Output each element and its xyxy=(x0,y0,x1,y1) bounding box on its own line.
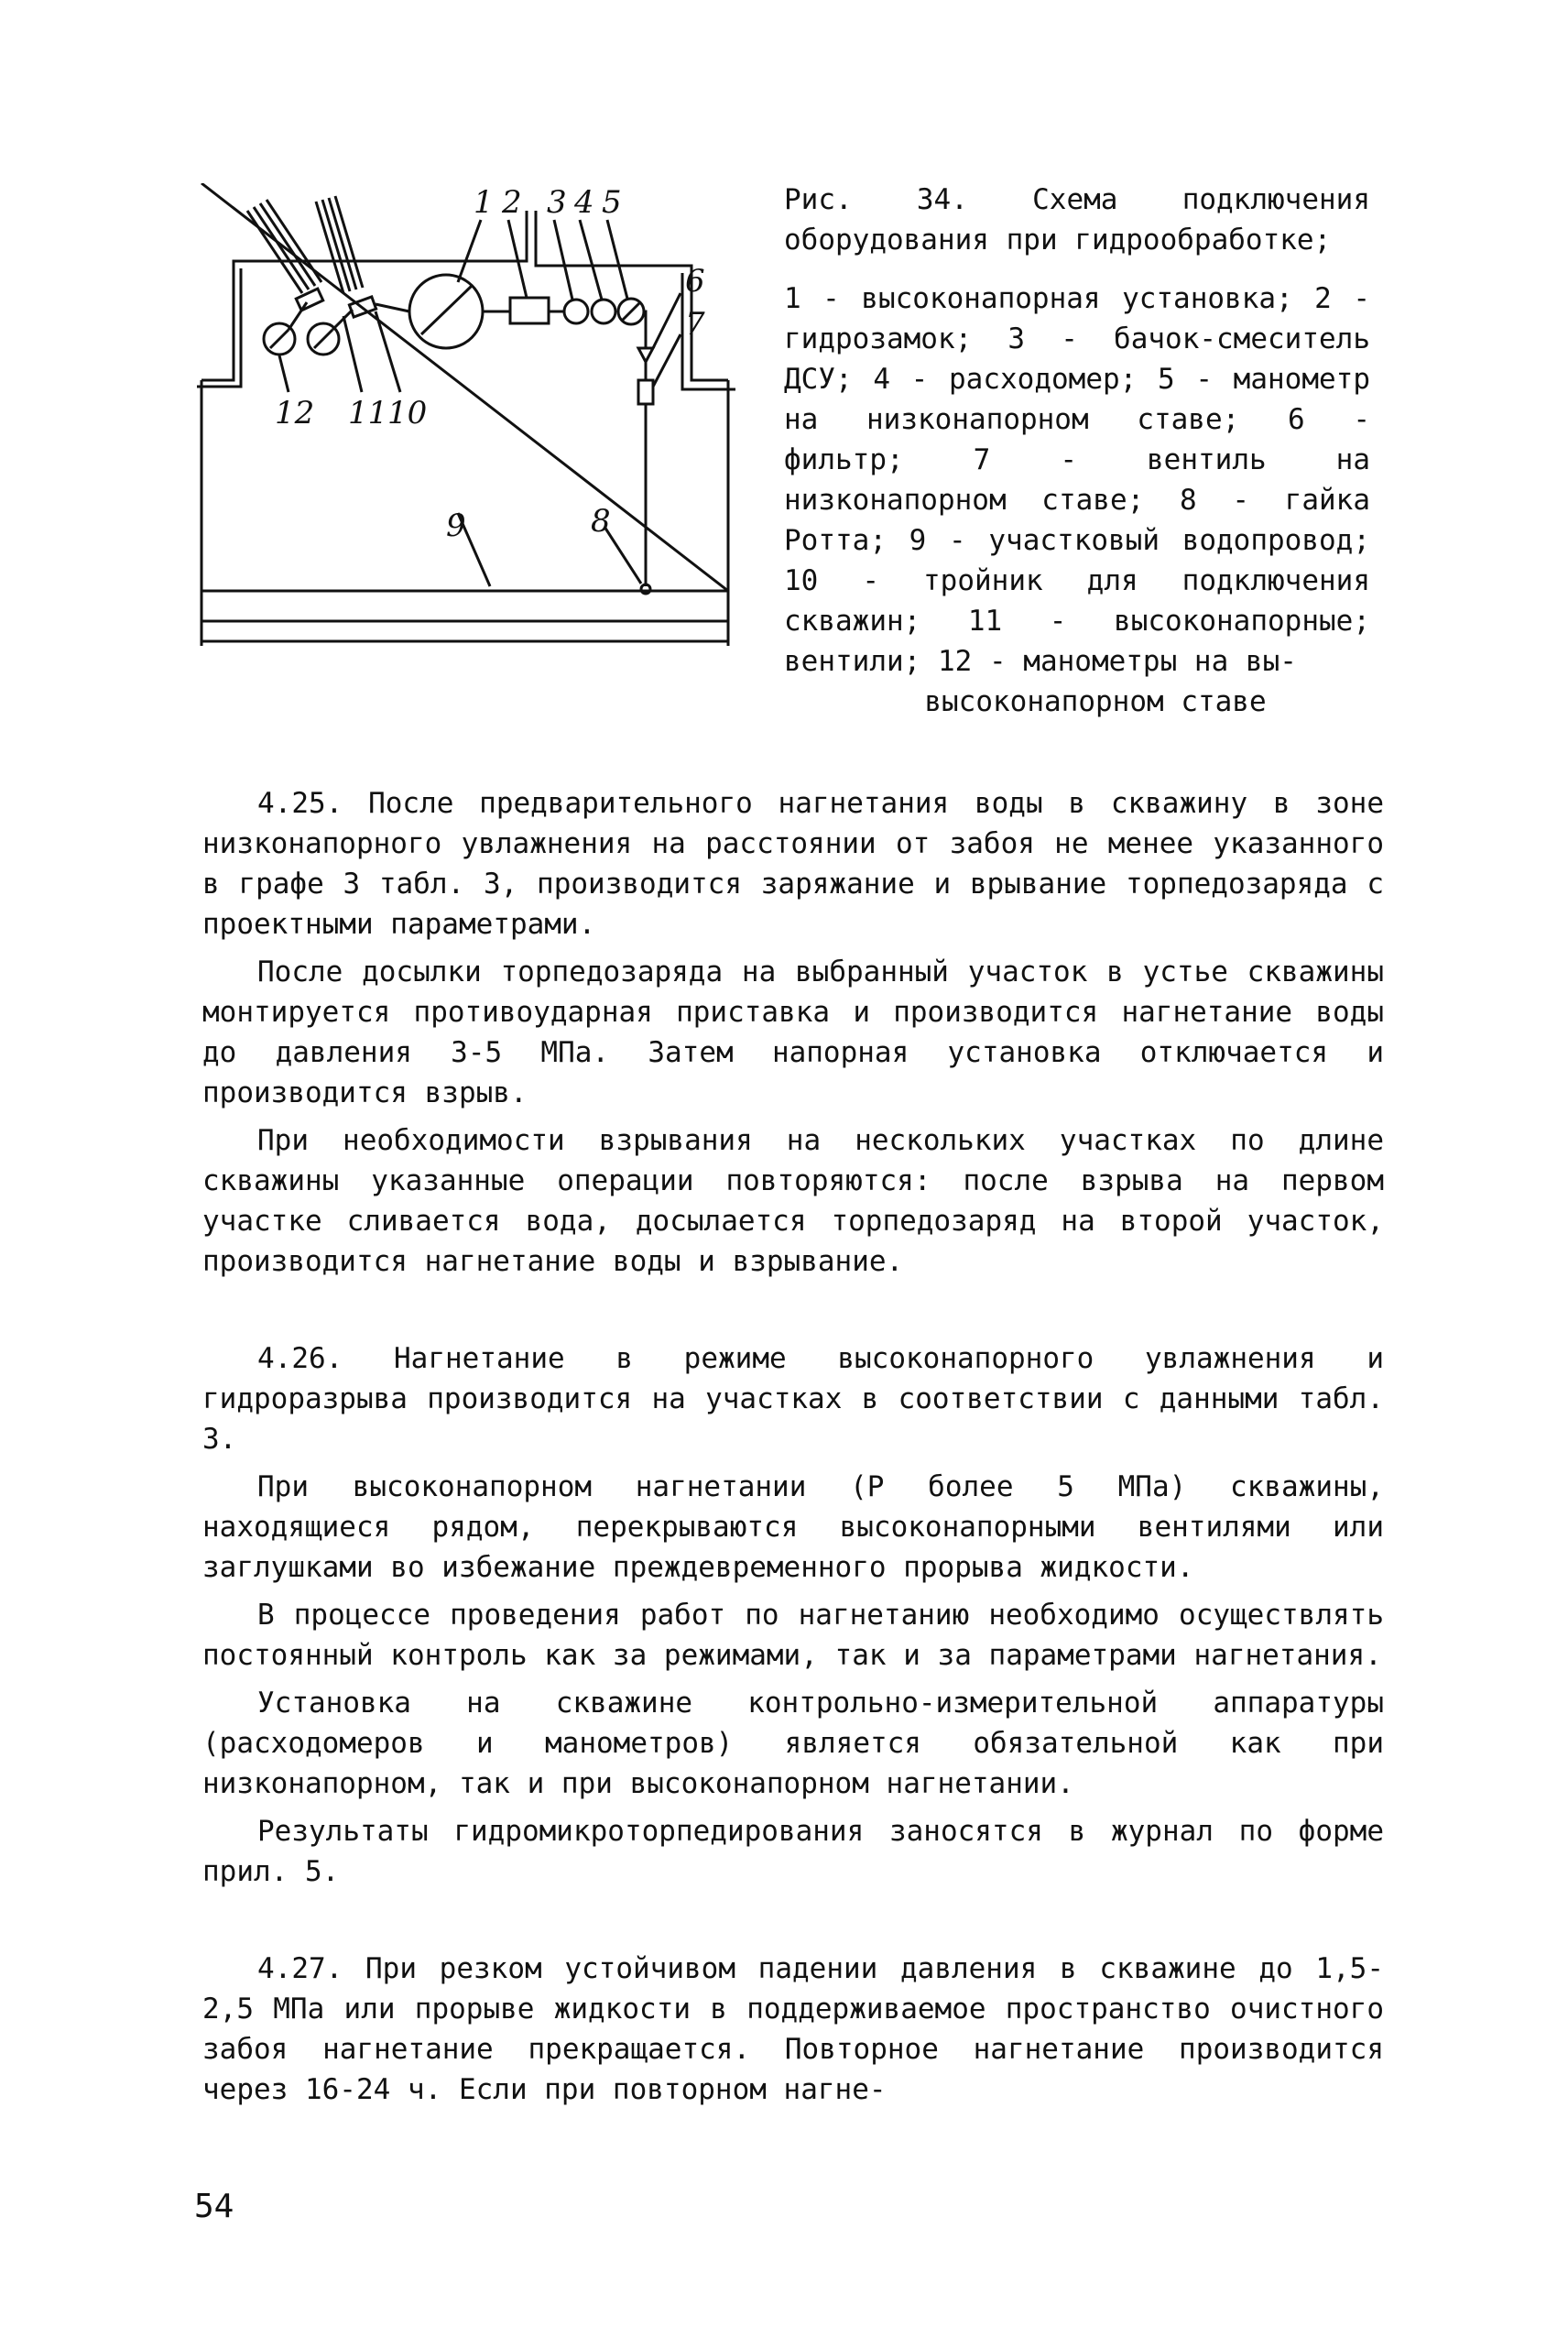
paragraph: Установка на скважине контрольно-измерительной аппаратуры (расходомеров и манометров) является обязательной как при низконапорном, так и при высоконапорном нагнетании. xyxy=(202,1687,1384,1800)
fig-label-2: 2 xyxy=(502,184,522,221)
paragraph-4-26: 4.26. Нагнетание в режиме высоконапорного увлажнения и гидроразрыва производится на участках в соответствии с данными табл. 3. xyxy=(202,1342,1384,1456)
fig-label-12: 12 xyxy=(275,395,315,431)
fig-label-5: 5 xyxy=(602,184,622,221)
paragraph-4-27: 4.27. При резком устойчивом падении давления в скважине до 1,5-2,5 МПа или прорыве жидкости в поддерживаемое пространство очистного забоя нагнетание прекращается. Повторное нагнетание производится через 16-24 ч. Если при повторном нагне- xyxy=(202,1952,1384,2106)
paragraph: При высоконапорном нагнетании (Р более 5 МПа) скважины, находящиеся рядом, перекрываются высоконапорными вентилями или заглушками во избежание преждевременного прорыва жидкости. xyxy=(202,1470,1384,1584)
fig-label-10: 10 xyxy=(387,395,428,431)
paragraph: В процессе проведения работ по нагнетанию необходимо осуществлять постоянный контроль как за режимами, так и за параметрами нагнетания. xyxy=(202,1599,1384,1672)
figure-caption xyxy=(784,180,1370,722)
drill-rods-icon xyxy=(247,196,363,293)
paragraph-4-25: 4.25. После предварительного нагнетания воды в скважину в зоне низконапорного увлажнения на расстоянии от забоя не менее указанного в графе 3 табл. 3, производится заряжание и врывание торпедозаряда с проектными параметрами. xyxy=(202,787,1384,941)
figure-34-diagram xyxy=(188,183,756,660)
hydrolock-icon xyxy=(510,298,549,323)
fig-label-7: 7 xyxy=(685,306,705,343)
low-pressure-valve-icon xyxy=(638,380,653,404)
fig-label-4: 4 xyxy=(574,184,594,221)
fig-label-3: 3 xyxy=(547,184,567,221)
paragraph: Результаты гидромикроторпедирования заносятся в журнал по форме прил. 5. xyxy=(202,1815,1384,1888)
rotta-nut-icon xyxy=(641,584,650,594)
caption-legend: 1 - высоконапорная установка; 2 - гидрозамок; 3 - бачок-смеситель ДСУ; 4 - расходомер; 5 - манометр на низконапорном ставе; 6 - фильтр; 7 - вентиль на низконапорном ставе; 8 - гайка Ротта; 9 - участковый водопровод; 10 - тройник для подключения скважин; 11 - высоконапорные; вентили; 12 - манометры на вы- xyxy=(784,282,1370,678)
caption-title: Рис. 34. Схема подключения оборудования при гидрообработке; xyxy=(784,183,1370,257)
filter-icon xyxy=(638,348,653,362)
caption-legend-end: высоконапорном ставе xyxy=(924,685,1267,718)
mixer-tank-icon xyxy=(564,300,588,323)
fig-label-9: 9 xyxy=(446,508,466,544)
fig-label-8: 8 xyxy=(591,503,611,540)
paragraph: При необходимости взрывания на нескольких участках по длине скважины указанные операции повторяются: после взрыва на первом участке сливается вода, досылается торпедозаряд на второй участок, производится нагнетание воды и взрывание. xyxy=(202,1124,1384,1278)
fig-label-6: 6 xyxy=(685,263,705,300)
fig-label-11: 11 xyxy=(348,395,388,431)
fig-label-1: 1 xyxy=(474,184,494,221)
flowmeter-icon xyxy=(592,300,615,323)
body-text xyxy=(202,783,1384,2110)
page-number: 54 xyxy=(194,2188,234,2225)
paragraph: После досылки торпедозаряда на выбранный участок в устье скважины монтируется противоударная приставка и производится нагнетание воды до давления 3-5 МПа. Затем напорная установка отключается и производится взрыв. xyxy=(202,956,1384,1109)
